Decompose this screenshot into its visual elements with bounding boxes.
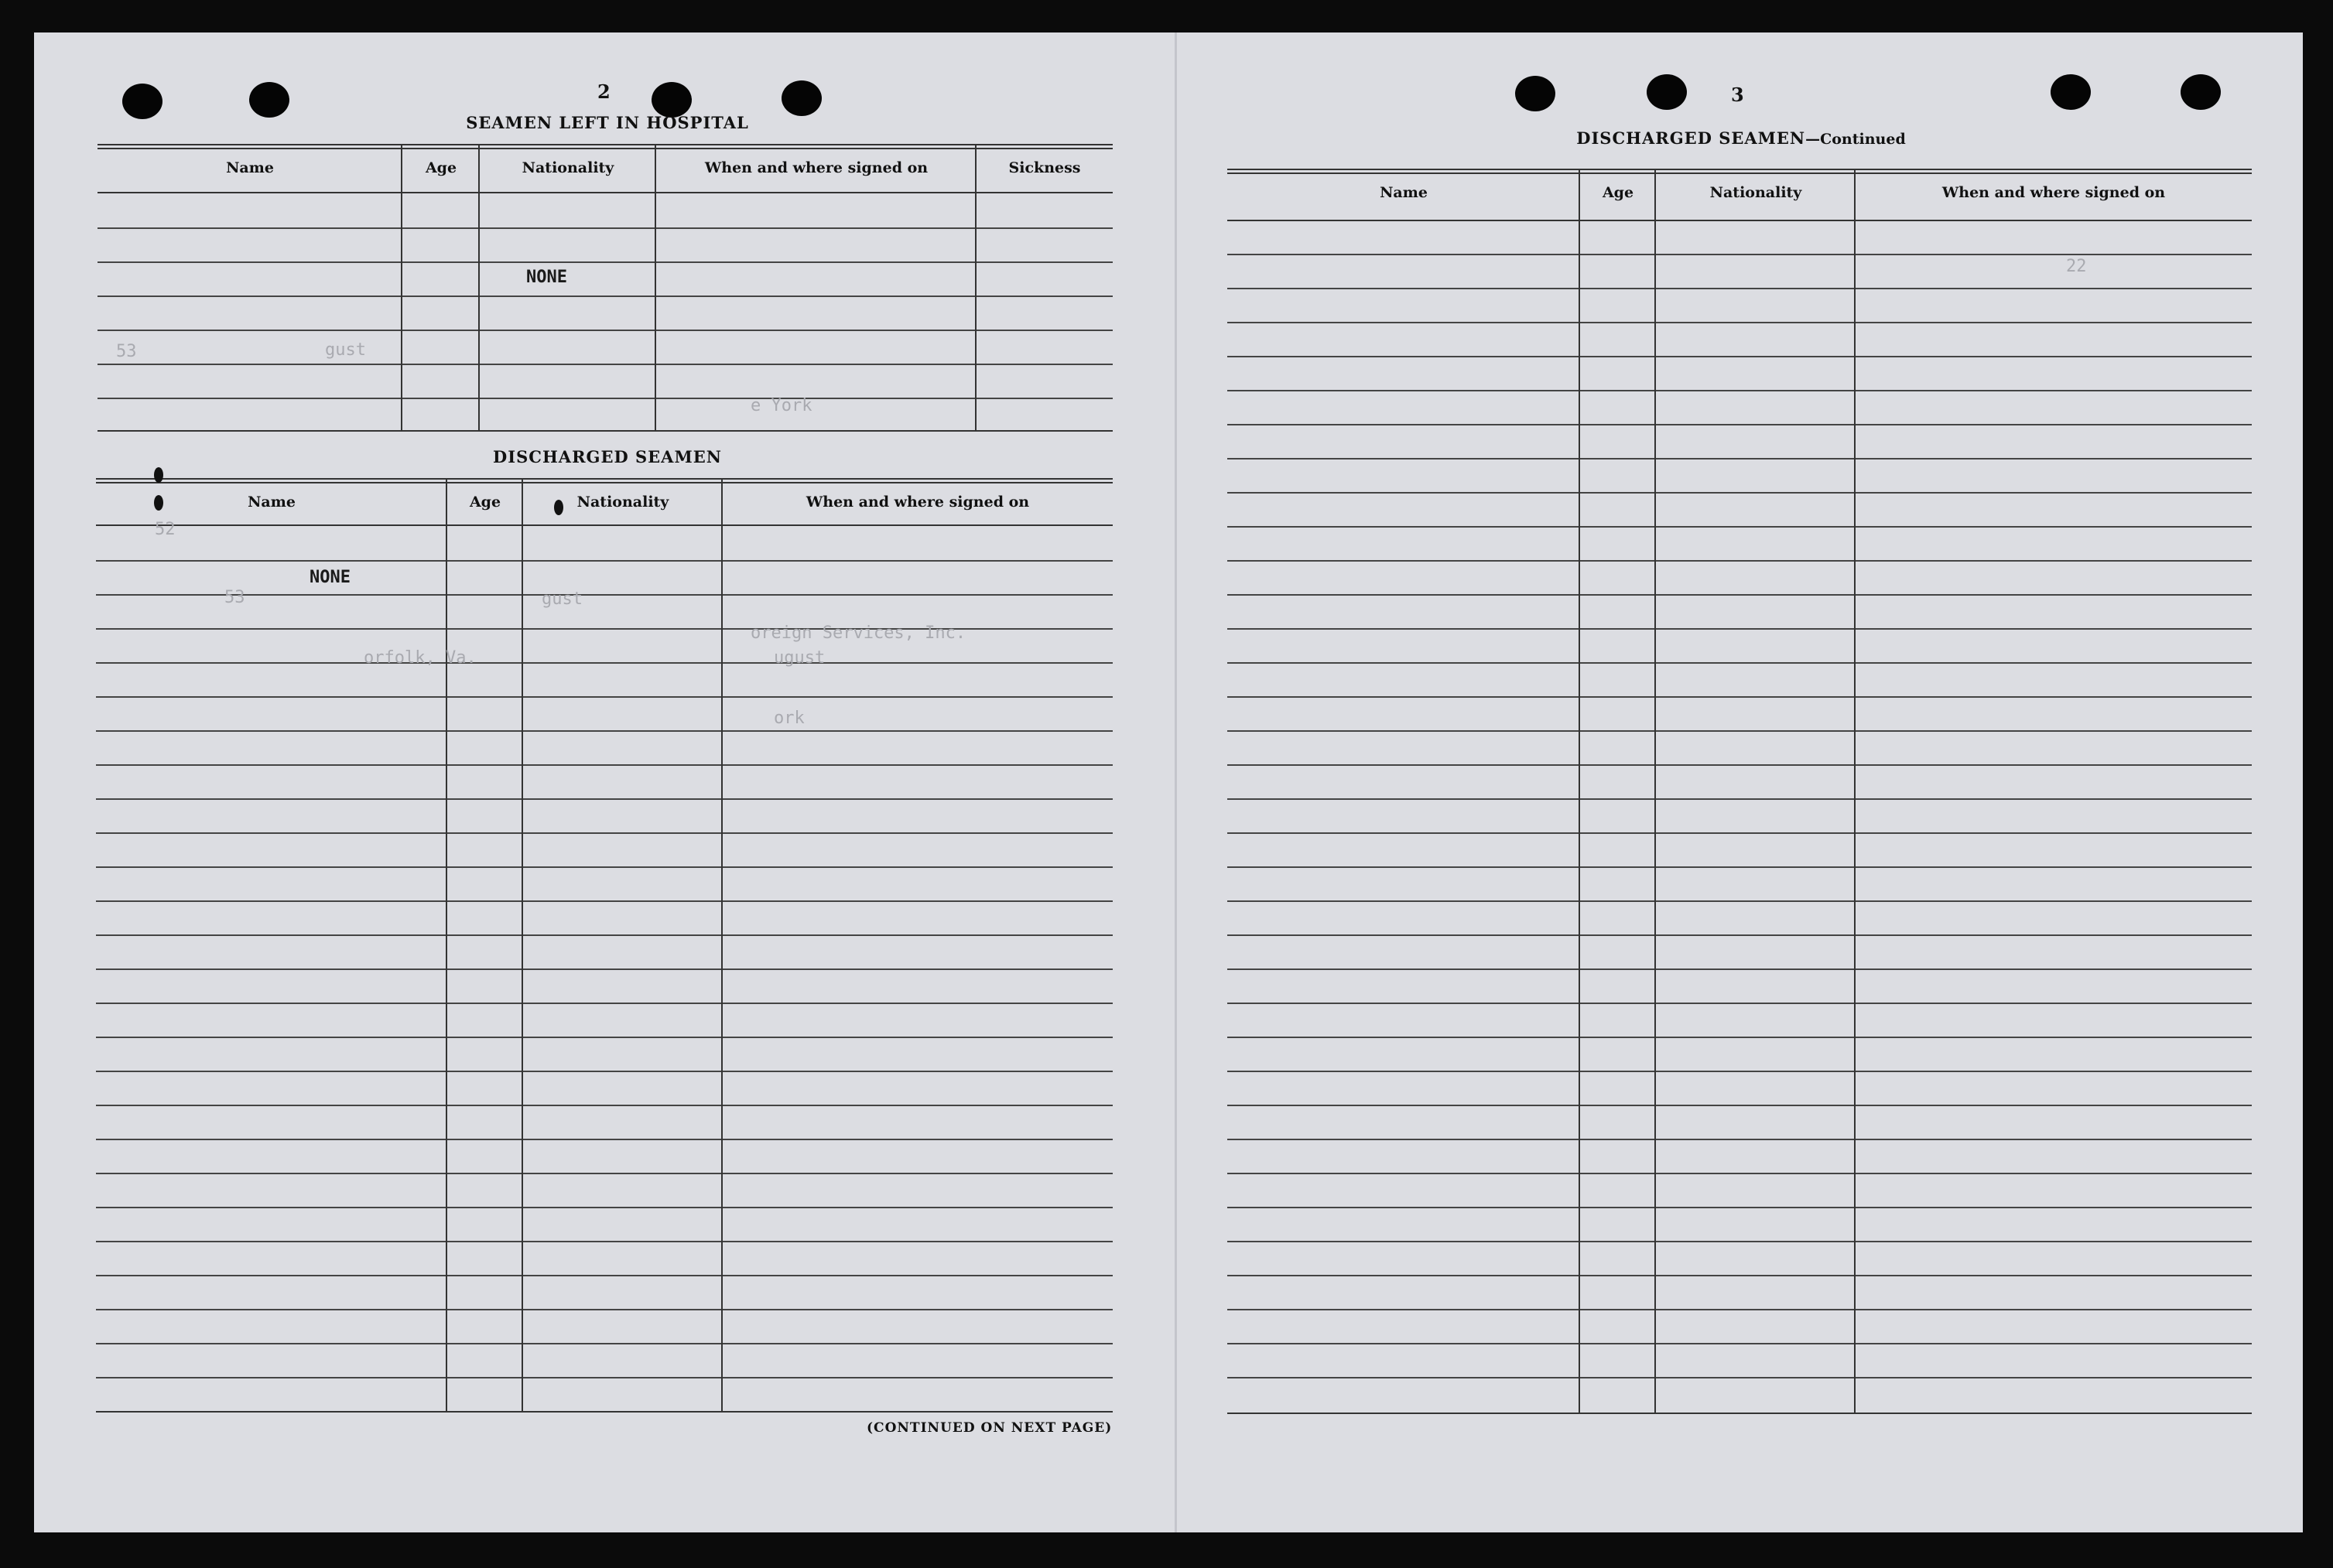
- col-header-nationality: Nationality: [576, 494, 669, 511]
- punch-hole: [2051, 74, 2091, 110]
- discharged-continued-table: [1227, 169, 2252, 1416]
- show-through-text: ork: [774, 709, 805, 728]
- continued-footer: (CONTINUED ON NEXT PAGE): [867, 1420, 1113, 1436]
- punch-hole: [1647, 74, 1687, 110]
- section-title-suffix: —Continued: [1805, 131, 1906, 148]
- typed-none-discharged: NONE: [310, 568, 351, 587]
- section-title-discharged-continued: [1532, 128, 1950, 148]
- discharged-table: [96, 478, 1113, 1414]
- punch-hole: [782, 80, 822, 116]
- col-header-when-where: When and where signed on: [704, 159, 929, 176]
- section-title-text: DISCHARGED SEAMEN: [1576, 128, 1806, 148]
- col-header-sickness: Sickness: [1008, 159, 1081, 176]
- punch-hole: [122, 84, 162, 119]
- col-header-nationality: Nationality: [1709, 184, 1802, 201]
- ink-dot: [554, 500, 563, 515]
- show-through-text: 53: [116, 342, 137, 361]
- punch-hole: [2181, 74, 2221, 110]
- punch-hole: [249, 82, 289, 118]
- col-header-name: Name: [248, 494, 296, 511]
- col-header-age: Age: [1602, 184, 1634, 201]
- col-header-name: Name: [226, 159, 274, 176]
- section-title-hospital: SEAMEN LEFT IN HOSPITAL: [466, 113, 749, 132]
- show-through-text: e York: [751, 396, 812, 415]
- ink-dot: [154, 495, 163, 511]
- col-header-age: Age: [425, 159, 457, 176]
- hospital-table: [97, 144, 1113, 432]
- show-through-text: 22: [2066, 257, 2087, 276]
- col-header-when-where: When and where signed on: [1941, 184, 2166, 201]
- show-through-text: 53: [224, 588, 245, 607]
- show-through-text: orfolk, Va.: [364, 648, 477, 668]
- show-through-text: gust: [542, 589, 583, 609]
- ink-dot: [154, 467, 163, 483]
- col-header-nationality: Nationality: [522, 159, 614, 176]
- page-number: 3: [1731, 84, 1744, 106]
- show-through-text: ugust: [774, 648, 826, 668]
- show-through-text: 52: [155, 520, 176, 539]
- col-header-when-where: When and where signed on: [806, 494, 1030, 511]
- page-fold: [1175, 32, 1177, 1532]
- col-header-name: Name: [1380, 184, 1428, 201]
- punch-hole: [1515, 76, 1555, 111]
- page-number: 2: [597, 80, 611, 103]
- section-title-discharged: DISCHARGED SEAMEN: [493, 447, 722, 466]
- show-through-text: gust: [325, 340, 366, 360]
- typed-none-hospital: NONE: [526, 268, 567, 287]
- show-through-text: oreign Services, Inc.: [751, 623, 966, 643]
- col-header-age: Age: [469, 494, 501, 511]
